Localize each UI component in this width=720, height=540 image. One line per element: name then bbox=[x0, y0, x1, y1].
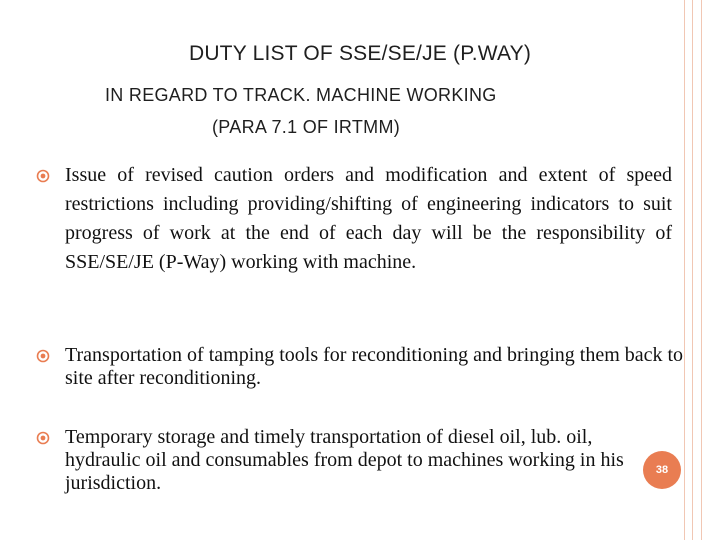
slide-subtitle: IN REGARD TO TRACK. MACHINE WORKING bbox=[105, 85, 497, 105]
bullet-text: Transportation of tamping tools for reconditioning and bringing them back to site after reconditioning. bbox=[65, 344, 684, 389]
sun-bullet-icon bbox=[36, 349, 50, 363]
bullet-text: Temporary storage and timely transportation of diesel oil, lub. oil, hydraulic oil and consumables from depot to machines working in his jurisdiction. bbox=[65, 426, 624, 494]
bullet-text: Issue of revised caution orders and modification and extent of speed restrictions including providing/shifting of engineering indicators to suit progress of work at the end of each day will be the responsibility of SSE/SE/JE (P-Way) working with machine. bbox=[65, 164, 672, 273]
page-number-badge: 38 bbox=[643, 451, 681, 489]
decorative-frame bbox=[680, 0, 720, 540]
sun-bullet-icon bbox=[36, 169, 50, 183]
slide-subtitle-reference: (PARA 7.1 OF IRTMM) bbox=[212, 117, 401, 137]
slide-title: DUTY LIST OF SSE/SE/JE (P.WAY) bbox=[188, 42, 532, 65]
sun-bullet-icon bbox=[36, 431, 50, 445]
